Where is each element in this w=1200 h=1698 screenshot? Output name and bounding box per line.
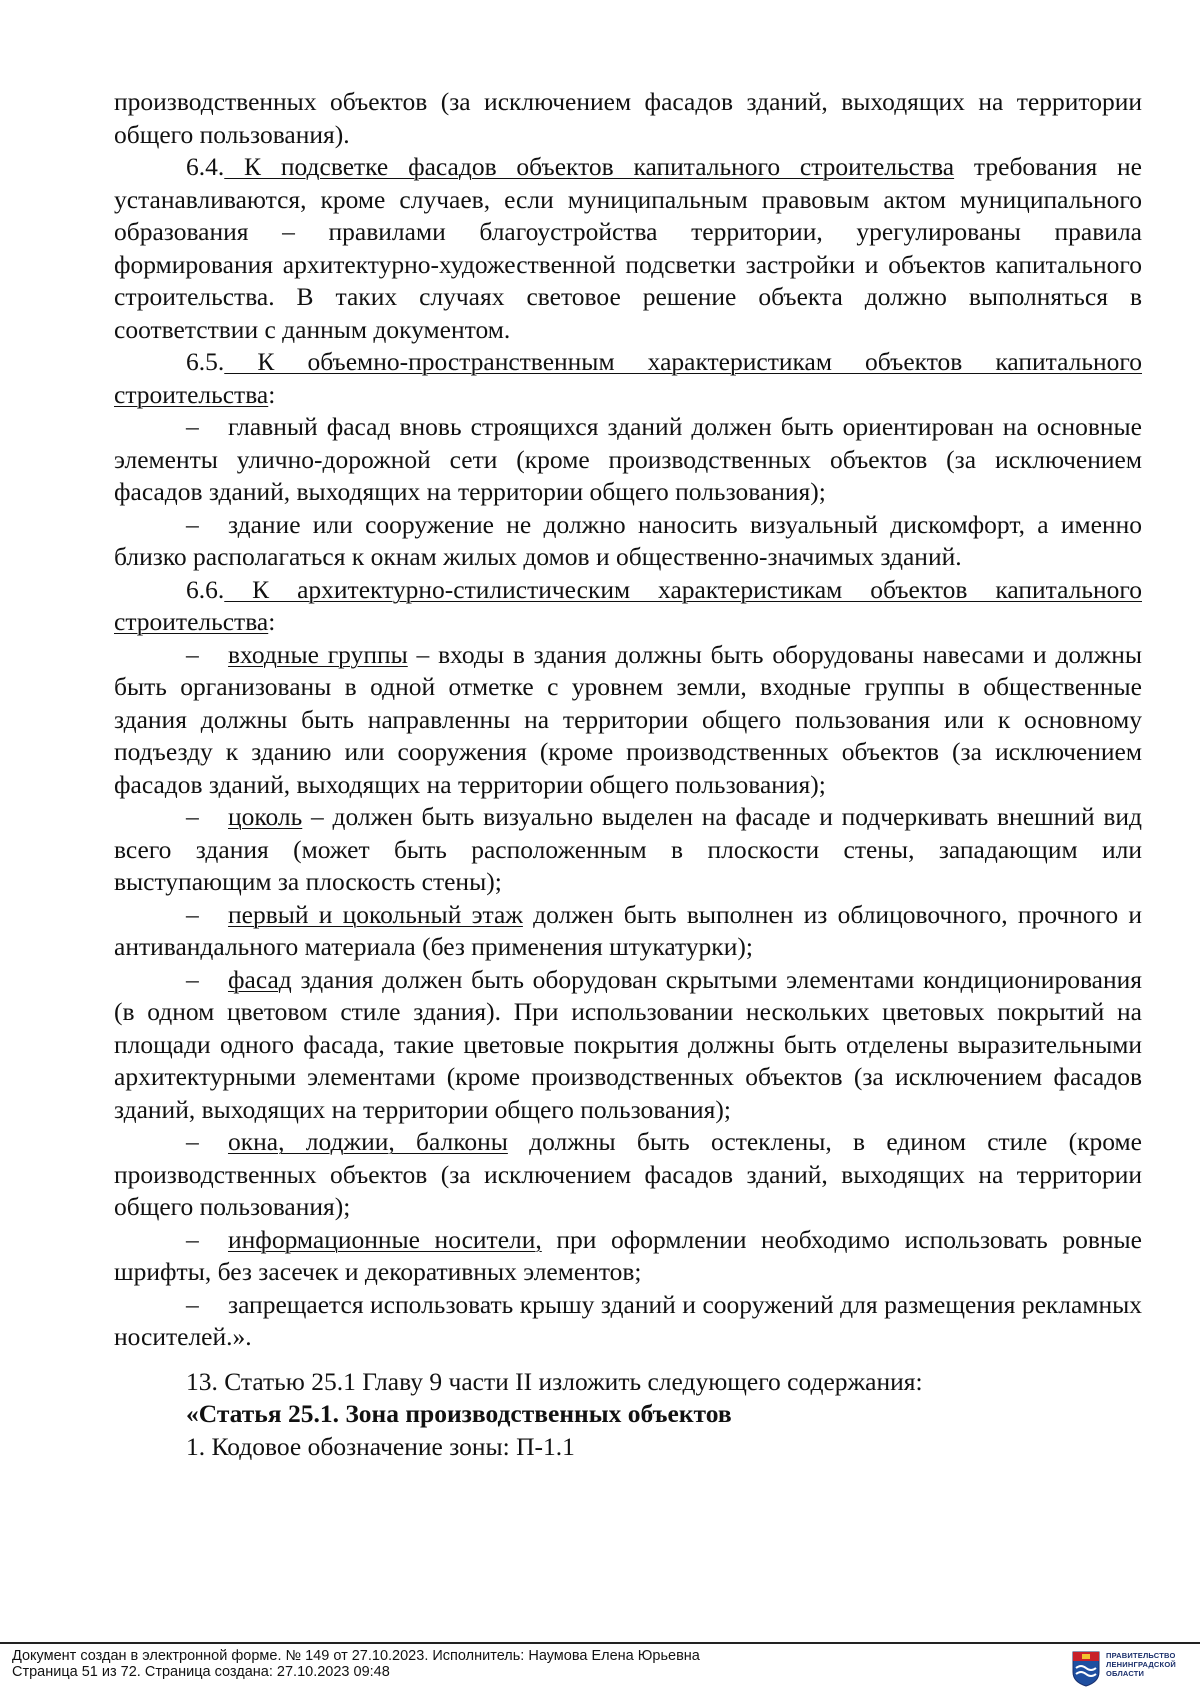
list-item (114, 509, 1142, 574)
article-title: «Статья 25.1. Зона производственных объектов (186, 1399, 732, 1428)
list-dash: – (186, 802, 199, 831)
zone-code: 1. Кодовое обозначение зоны: П-1.1 (186, 1431, 575, 1461)
list-dash: – (186, 639, 199, 669)
amendment-13: 13. Статью 25.1 Главу 9 части II изложить следующего содержания: (186, 1366, 923, 1396)
colon: : (268, 379, 276, 409)
paragraph-continuation: производственных объектов (за исключением фасадов зданий, выходящих на территории общего пользования). (114, 87, 1142, 149)
list-dash: – (186, 1289, 199, 1319)
list-dash: – (186, 899, 199, 929)
list-item-text: здания должен быть оборудован скрытыми элементами кондиционирования (в одном цветовом стиле здания). При использовании нескольких цветовых покрытий на площади одного фасада, такие цветовые покрытия должны быть отделены выразительными архитектурными элементами (кроме производственных объектов (за исключением фасадов зданий, выходящих на территории общего пользования); (114, 964, 1142, 1124)
list-dash: – (186, 964, 199, 994)
section-6-5-heading: К объемно-пространственным характеристикам объектов капитального строительства (114, 347, 1142, 409)
section-6-5-number: 6.5. (186, 347, 225, 376)
section-6-4-number: 6.4. (186, 152, 225, 181)
section-6-4-body: требования не устанавливаются, кроме случаев, если муниципальным правовым актом муниципального образования – правилами благоустройства территории, урегулированы правила формирования архитектурно-художественной подсветки застройки и объектов капитального строительства. В таких случаях световое решение объекта должно выполняться в соответствии с данным документом. (114, 152, 1142, 344)
list-item-text: при оформлении необходимо использовать ровные шрифты, без засечек и декоративных элементов; (114, 1224, 1143, 1286)
list-dash: – (186, 1224, 199, 1254)
list-item (114, 801, 1142, 899)
list-item-term: информационные носители, (228, 1224, 542, 1254)
footer-page-info: Страница 51 из 72. Страница создана: 27.10.2023 09:48 (12, 1664, 390, 1680)
section-6-6-number: 6.6. (186, 574, 225, 604)
list-item-text: – входы в здания должны быть оборудованы навесами и должны быть организованы в одной отметке с уровнем земли, входные группы в общественные здания должны быть направленны на территории общего пользования или к основному подъезду к зданию или сооружения (кроме производственных объектов (за исключением фасадов зданий, выходящих на территории общего пользования); (114, 639, 1142, 799)
list-item-text: главный фасад вновь строящихся зданий должен быть ориентирован на основные элементы улично-дорожной сети (кроме производственных объектов (за исключением фасадов зданий, выходящих на территории общего пользования); (114, 412, 1142, 506)
list-dash: – (186, 412, 199, 441)
list-item (114, 411, 1142, 509)
list-item (114, 1224, 1142, 1289)
list-item-term: первый и цокольный этаж (228, 899, 523, 929)
logo-caption (1106, 1651, 1198, 1678)
document-body (114, 86, 1142, 1463)
footer (12, 1648, 700, 1680)
list-dash: – (186, 1127, 199, 1156)
list-item-text: здание или сооружение не должно наносить визуальный дискомфорт, а именно близко располагаться к окнам жилых домов и общественно-значимых зданий. (114, 509, 1142, 571)
list-item-text: должны быть остеклены, в едином стиле (кроме производственных объектов (за исключением фасадов зданий, выходящих на территории общего пользования); (114, 1127, 1142, 1221)
list-item-text: – должен быть визуально выделен на фасаде и подчеркивать внешний вид всего здания (может быть расположенным в плоскости стены, западающим или выступающим за плоскость стены); (114, 802, 1142, 896)
colon: : (268, 607, 276, 636)
logo-line: ОБЛАСТИ (1106, 1669, 1145, 1678)
section-6-4 (114, 151, 1142, 346)
logo-line: ПРАВИТЕЛЬСТВО (1106, 1651, 1176, 1660)
footer-divider (0, 1642, 1200, 1644)
list-item-term: входные группы (228, 639, 408, 669)
list-item (114, 1289, 1142, 1354)
list-dash: – (186, 509, 199, 539)
list-item (114, 1126, 1142, 1224)
list-item (114, 639, 1142, 802)
list-item-term: окна, лоджии, балконы (228, 1127, 508, 1156)
list-item-text: должен быть выполнен из облицовочного, прочного и антивандального материала (без применения штукатурки); (114, 899, 1142, 961)
section-6-5 (114, 346, 1142, 411)
list-item (114, 899, 1142, 964)
leningrad-region-coat-of-arms-icon (1071, 1650, 1101, 1688)
list-item-text: запрещается использовать крышу зданий и сооружений для размещения рекламных носителей.». (114, 1289, 1142, 1351)
section-6-4-heading: К подсветке фасадов объектов капитального строительства (224, 152, 955, 181)
logo-line: ЛЕНИНГРАДСКОЙ (1106, 1660, 1176, 1669)
footer-document-info: Документ создан в электронной форме. № 149 от 27.10.2023. Исполнитель: Наумова Елена Юрьевна (12, 1648, 700, 1664)
list-item-term: цоколь (228, 802, 303, 831)
section-6-6 (114, 574, 1142, 639)
section-6-6-heading: К архитектурно-стилистическим характеристикам объектов капитального строительства (114, 574, 1142, 636)
list-item-term: фасад (228, 964, 292, 994)
list-item (114, 964, 1142, 1127)
